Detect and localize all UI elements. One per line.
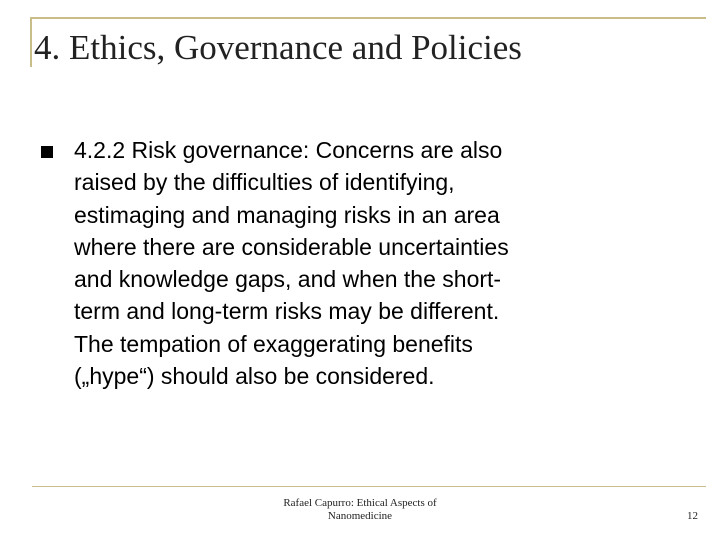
square-bullet-icon <box>41 146 53 158</box>
footer-credit: Rafael Capurro: Ethical Aspects of Nanomedicine <box>283 497 437 522</box>
bullet-text: 4.2.2 Risk governance: Concerns are also raised by the difficulties of identifying, estimaging and managing risks in an area where there are considerable uncertainties and knowledge gaps, and when the short- term and long-term risks may be different. The tempation of exaggerating benefits („hype“) should also be considered. <box>74 137 509 390</box>
slide-title: 4. Ethics, Governance and Policies <box>34 28 522 67</box>
bullet-item <box>40 134 680 392</box>
bullet-list <box>40 134 680 392</box>
page-number: 12 <box>687 510 698 522</box>
title-frame-left-line <box>30 17 32 67</box>
footer-divider-line <box>32 486 706 487</box>
title-frame-top-line <box>30 17 706 19</box>
